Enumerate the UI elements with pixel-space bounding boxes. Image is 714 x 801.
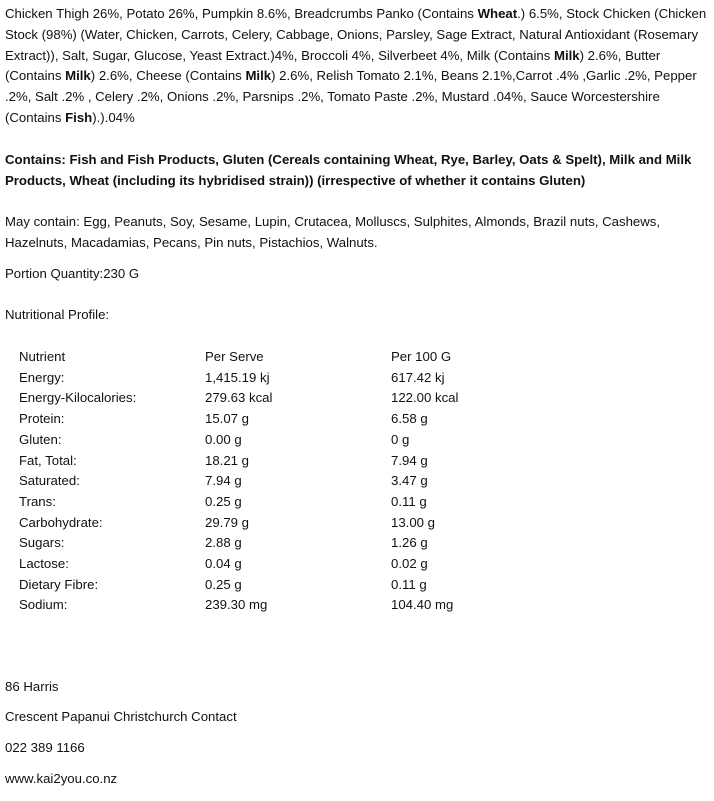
nutrient-name: Sodium: bbox=[19, 597, 68, 613]
table-row bbox=[19, 409, 541, 430]
nutrient-name: Trans: bbox=[19, 493, 56, 509]
per-serve-value: 15.07 g bbox=[205, 411, 249, 427]
ingredients-list bbox=[5, 4, 709, 129]
phone-number: 022 389 1166 bbox=[5, 740, 85, 755]
allergen-highlight: Milk bbox=[65, 68, 91, 84]
column-header: Per 100 G bbox=[391, 349, 452, 364]
nutrient-name: Gluten: bbox=[19, 431, 62, 447]
allergen-highlight: Wheat bbox=[477, 6, 518, 21]
address-line-2: Crescent Papanui Christchurch Contact bbox=[5, 709, 237, 724]
per-serve-value: 0.25 g bbox=[205, 576, 242, 592]
per-100g-value: 122.00 kcal bbox=[391, 390, 459, 406]
ingredient-text: ) 2.6%, Cheese (Contains bbox=[90, 68, 246, 84]
nutrient-name: Energy-Kilocalories: bbox=[19, 390, 137, 406]
nutrient-name: Lactose: bbox=[19, 556, 69, 572]
allergen-contains-statement: Contains: Fish and Fish Products, Gluten (Cereals containing Wheat, Rye, Barley, Oats & Spelt), Milk and Milk Products, Wheat (including its hybridised strain)) (irrespective of whether it contains Gluten) bbox=[5, 152, 692, 188]
per-100g-value: 1.26 g bbox=[391, 535, 428, 551]
per-100g-value: 0.11 g bbox=[391, 493, 427, 509]
table-row bbox=[19, 451, 541, 472]
column-header: Per Serve bbox=[205, 349, 264, 364]
may-contain-statement: May contain: Egg, Peanuts, Soy, Sesame, Lupin, Crutacea, Molluscs, Sulphites, Almonds, Brazil nuts, Cashews, Hazelnuts, Macadamias, Pecans, Pin nuts, Pistachios, Walnuts. bbox=[5, 214, 661, 250]
website-url: www.kai2you.co.nz bbox=[5, 771, 118, 786]
per-100g-value: 3.47 g bbox=[391, 473, 428, 489]
per-100g-value: 7.94 g bbox=[391, 452, 428, 468]
per-serve-value: 239.30 mg bbox=[205, 597, 268, 613]
ingredient-text: .) 6.5%, Stock Chicken (Chicken Stock (98%) (Water, Chicken, Carrots, Celery, Cabbage, Onions, Parsley, Sage Extract, Natural Antioxidant (Rosemary Extract)), Salt, Sugar, Glucose, Yeast Extract.)4%, Broccoli 4%, Silverbeet 4%, Milk (Contains bbox=[5, 6, 707, 63]
address-line-1: 86 Harris bbox=[5, 679, 59, 694]
nutrient-name: Sugars: bbox=[19, 535, 65, 551]
nutrient-name: Protein: bbox=[19, 411, 65, 427]
ingredient-text: Chicken Thigh 26%, Potato 26%, Pumpkin 8.6%, Breadcrumbs Panko (Contains bbox=[5, 6, 478, 21]
table-row bbox=[19, 368, 541, 389]
per-serve-value: 279.63 kcal bbox=[205, 390, 273, 406]
per-100g-value: 6.58 g bbox=[391, 411, 428, 427]
table-row bbox=[19, 533, 541, 554]
per-100g-value: 0 g bbox=[391, 431, 410, 447]
column-header: Nutrient bbox=[19, 349, 66, 364]
per-serve-value: 2.88 g bbox=[205, 535, 242, 551]
portion-quantity: Portion Quantity:230 G bbox=[5, 266, 140, 281]
per-serve-value: 0.04 g bbox=[205, 556, 242, 572]
per-100g-value: 104.40 mg bbox=[391, 597, 454, 613]
table-row bbox=[19, 492, 541, 513]
per-serve-value: 0.00 g bbox=[205, 431, 242, 447]
nutrition-heading: Nutritional Profile: bbox=[5, 307, 110, 322]
per-serve-value: 0.25 g bbox=[205, 493, 242, 509]
nutrient-name: Fat, Total: bbox=[19, 452, 77, 468]
table-row bbox=[19, 595, 541, 616]
per-serve-value: 7.94 g bbox=[205, 473, 242, 489]
per-100g-value: 617.42 kj bbox=[391, 369, 445, 385]
nutrient-name: Saturated: bbox=[19, 473, 80, 489]
nutrient-name: Dietary Fibre: bbox=[19, 576, 99, 592]
table-row bbox=[19, 430, 541, 451]
ingredient-text: ).).04% bbox=[92, 109, 135, 125]
nutrient-name: Carbohydrate: bbox=[19, 514, 103, 530]
table-row bbox=[19, 471, 541, 492]
table-row bbox=[19, 513, 541, 534]
table-row bbox=[19, 575, 541, 596]
ingredient-text: ) 2.6%, Relish Tomato 2.1%, Beans 2.1%,Carrot .4% ,Garlic .2%, Pepper .2%, Salt .2% , Celery .2%, Onions .2%, Parsnips .2%, Tomato Paste .2%, Mustard .04%, Sauce Worcestershire (Contains bbox=[5, 68, 697, 125]
per-serve-value: 1,415.19 kj bbox=[205, 369, 270, 385]
table-row bbox=[19, 388, 541, 409]
ingredient-text: ) 2.6%, Butter (Contains bbox=[5, 47, 661, 84]
per-100g-value: 13.00 g bbox=[391, 514, 435, 530]
nutrition-header-row bbox=[19, 347, 541, 368]
per-100g-value: 0.02 g bbox=[391, 556, 428, 572]
allergen-highlight: Fish bbox=[65, 109, 93, 125]
allergen-highlight: Milk bbox=[245, 68, 272, 84]
nutrition-table bbox=[19, 347, 541, 616]
per-serve-value: 29.79 g bbox=[205, 514, 249, 530]
nutrient-name: Energy: bbox=[19, 369, 65, 385]
per-100g-value: 0.11 g bbox=[391, 576, 427, 592]
per-serve-value: 18.21 g bbox=[205, 452, 249, 468]
table-row bbox=[19, 554, 541, 575]
allergen-highlight: Milk bbox=[553, 47, 580, 63]
